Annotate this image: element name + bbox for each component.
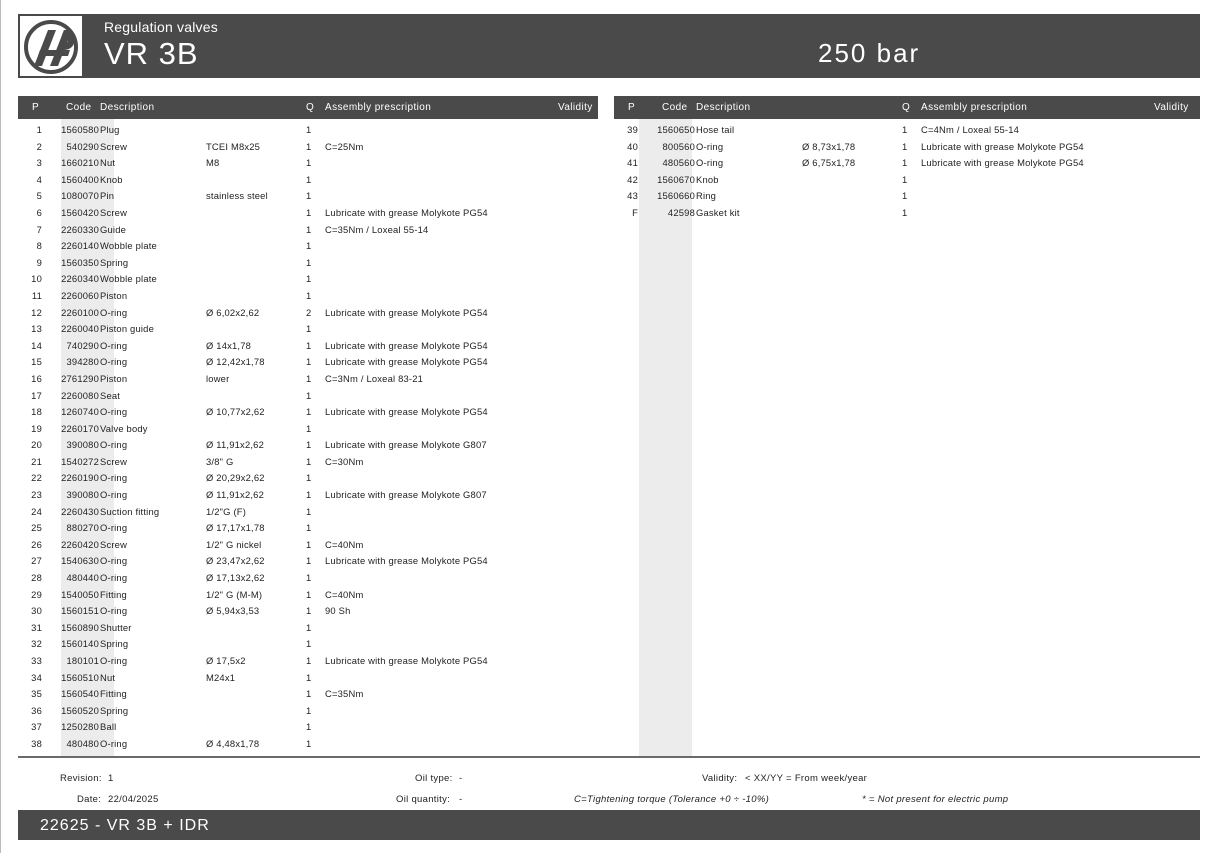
part-quantity: 1 xyxy=(306,422,312,434)
position-number: 14 xyxy=(31,339,42,351)
part-description: O-ring xyxy=(100,555,128,567)
part-description: O-ring xyxy=(100,439,128,451)
part-quantity: 2 xyxy=(306,306,312,318)
position-number: 19 xyxy=(31,422,42,434)
part-quantity: 1 xyxy=(306,190,312,202)
col-q: Q xyxy=(306,102,315,113)
assembly-note: 90 Sh xyxy=(325,605,351,617)
part-code: 2260060 xyxy=(61,289,99,301)
assembly-note: Lubricate with grease Molykote G807 xyxy=(325,489,487,501)
part-quantity: 1 xyxy=(306,472,312,484)
part-code: 2260040 xyxy=(61,323,99,335)
position-number: 12 xyxy=(31,306,42,318)
part-code: 2260330 xyxy=(61,223,99,235)
col-validity: Validity xyxy=(1154,102,1189,113)
part-description: Ball xyxy=(100,721,117,733)
part-code: 480440 xyxy=(66,572,99,584)
part-quantity: 1 xyxy=(902,124,908,135)
position-number: 3 xyxy=(36,157,42,169)
part-description: Spring xyxy=(100,704,129,716)
position-number: 5 xyxy=(36,190,42,202)
footer-divider xyxy=(18,756,1200,758)
part-spec: Ø 11,91x2,62 xyxy=(206,439,264,451)
position-number: 2 xyxy=(36,140,42,152)
part-quantity: 1 xyxy=(306,372,312,384)
brand-logo-icon xyxy=(20,16,82,76)
position-number: 39 xyxy=(627,124,638,135)
part-code: 1560670 xyxy=(657,173,695,185)
part-quantity: 1 xyxy=(306,240,312,252)
col-q: Q xyxy=(902,102,911,113)
part-quantity: 1 xyxy=(306,522,312,534)
part-description: O-ring xyxy=(100,306,128,318)
part-code: 740290 xyxy=(66,339,99,351)
document-title: VR 3B xyxy=(104,36,199,71)
part-code: 540290 xyxy=(66,140,99,152)
position-number: 28 xyxy=(31,572,42,584)
part-description: Fitting xyxy=(100,688,127,700)
part-spec: 1/2" G (M-M) xyxy=(206,588,263,600)
position-number: 17 xyxy=(31,389,42,401)
position-number: 1 xyxy=(36,124,42,135)
part-spec: 1/2"G (F) xyxy=(206,505,247,517)
part-description: O-ring xyxy=(100,737,128,749)
assembly-note: Lubricate with grease Molykote PG54 xyxy=(325,356,488,368)
position-number: 36 xyxy=(31,704,42,716)
part-code: 2260420 xyxy=(61,538,99,550)
position-number: 31 xyxy=(31,621,42,633)
part-quantity: 1 xyxy=(306,223,312,235)
part-code: 480560 xyxy=(662,157,695,169)
position-number: 43 xyxy=(627,190,638,202)
part-code: 1560650 xyxy=(657,124,695,135)
part-code: 1560510 xyxy=(61,671,99,683)
part-quantity: 1 xyxy=(306,588,312,600)
part-quantity: 1 xyxy=(306,323,312,335)
part-description: Screw xyxy=(100,538,128,550)
part-spec: Ø 5,94x3,53 xyxy=(206,605,260,617)
part-quantity: 1 xyxy=(306,173,312,185)
part-code: 2260170 xyxy=(61,422,99,434)
part-code: 1560400 xyxy=(61,173,99,185)
assembly-note: C=30Nm xyxy=(325,455,364,467)
part-description: Plug xyxy=(100,124,120,135)
part-quantity: 1 xyxy=(306,356,312,368)
position-number: 7 xyxy=(36,223,42,235)
assembly-note: C=4Nm / Loxeal 55-14 xyxy=(921,124,1020,135)
position-number: 13 xyxy=(31,323,42,335)
part-quantity: 1 xyxy=(306,638,312,650)
part-code: 390080 xyxy=(66,489,99,501)
col-code: Code xyxy=(66,102,92,113)
part-code: 1560540 xyxy=(61,688,99,700)
part-spec: M24x1 xyxy=(206,671,236,683)
page-edge xyxy=(0,0,1,853)
position-number: 29 xyxy=(31,588,42,600)
part-quantity: 1 xyxy=(306,256,312,268)
position-number: 23 xyxy=(31,489,42,501)
part-description: Spring xyxy=(100,256,129,268)
part-spec: TCEI M8x25 xyxy=(206,140,261,152)
col-p: P xyxy=(628,102,636,113)
part-description: O-ring xyxy=(696,140,724,152)
part-quantity: 1 xyxy=(306,124,312,135)
part-code: 42598 xyxy=(667,206,695,218)
part-description: Screw xyxy=(100,140,128,152)
part-quantity: 1 xyxy=(306,555,312,567)
document-header xyxy=(18,14,1200,78)
assembly-note: C=35Nm / Loxeal 55-14 xyxy=(325,223,429,235)
date-label: Date: xyxy=(77,794,102,805)
part-quantity: 1 xyxy=(306,439,312,451)
assembly-note: Lubricate with grease Molykote PG54 xyxy=(325,206,488,218)
part-description: Screw xyxy=(100,206,128,218)
part-description: Gasket kit xyxy=(696,206,740,218)
part-quantity: 1 xyxy=(306,505,312,517)
position-number: 30 xyxy=(31,605,42,617)
validity-legend: < XX/YY = From week/year xyxy=(745,773,868,784)
part-description: Screw xyxy=(100,455,128,467)
table-header xyxy=(18,96,598,119)
part-code: 1540630 xyxy=(61,555,99,567)
part-code: 2260080 xyxy=(61,389,99,401)
position-number: 26 xyxy=(31,538,42,550)
part-quantity: 1 xyxy=(902,206,908,218)
part-description: O-ring xyxy=(100,356,128,368)
part-description: Pin xyxy=(100,190,115,202)
part-description: Wobble plate xyxy=(100,240,157,252)
part-code: 394280 xyxy=(66,356,99,368)
part-spec: Ø 6,02x2,62 xyxy=(206,306,260,318)
part-code: 1560151 xyxy=(61,605,99,617)
part-spec: Ø 6,75x1,78 xyxy=(802,157,856,169)
part-spec: Ø 17,13x2,62 xyxy=(206,572,265,584)
position-number: 16 xyxy=(31,372,42,384)
assembly-note: Lubricate with grease Molykote PG54 xyxy=(325,555,488,567)
assembly-note: Lubricate with grease Molykote PG54 xyxy=(921,140,1084,152)
brand-logo xyxy=(18,14,84,78)
col-description: Description xyxy=(696,102,751,113)
part-code: 1540272 xyxy=(61,455,99,467)
part-description: Hose tail xyxy=(696,124,735,135)
part-quantity: 1 xyxy=(306,721,312,733)
part-spec: Ø 17,17x1,78 xyxy=(206,522,265,534)
part-description: Seat xyxy=(100,389,121,401)
part-description: O-ring xyxy=(100,655,128,666)
document-footer-bar xyxy=(18,810,1200,840)
part-description: O-ring xyxy=(100,522,128,534)
part-quantity: 1 xyxy=(306,339,312,351)
assembly-note: Lubricate with grease Molykote PG54 xyxy=(325,655,488,666)
part-spec: Ø 12,42x1,78 xyxy=(206,356,265,368)
part-quantity: 1 xyxy=(306,605,312,617)
position-number: 6 xyxy=(36,206,42,218)
col-validity: Validity xyxy=(558,102,593,113)
part-spec: Ø 17,5x2 xyxy=(206,655,246,666)
position-number: 32 xyxy=(31,638,42,650)
part-quantity: 1 xyxy=(306,389,312,401)
oil-quantity-value: - xyxy=(459,794,463,805)
part-description: Nut xyxy=(100,671,116,683)
part-quantity: 1 xyxy=(306,157,312,169)
part-description: Valve body xyxy=(100,422,148,434)
position-number: 34 xyxy=(31,671,42,683)
part-spec: Ø 23,47x2,62 xyxy=(206,555,265,567)
part-spec: Ø 8,73x1,78 xyxy=(802,140,856,152)
part-quantity: 1 xyxy=(306,455,312,467)
part-description: O-ring xyxy=(100,572,128,584)
part-quantity: 1 xyxy=(902,140,908,152)
pressure-rating: 250 bar xyxy=(818,38,921,68)
part-quantity: 1 xyxy=(306,704,312,716)
part-description: Piston guide xyxy=(100,323,154,335)
assembly-note: C=35Nm xyxy=(325,688,364,700)
assembly-note: Lubricate with grease Molykote PG54 xyxy=(325,406,488,418)
part-code: 1560350 xyxy=(61,256,99,268)
assembly-note: C=40Nm xyxy=(325,588,364,600)
part-description: Wobble plate xyxy=(100,273,157,285)
part-quantity: 1 xyxy=(306,621,312,633)
part-description: O-ring xyxy=(100,472,128,484)
part-quantity: 1 xyxy=(306,671,312,683)
position-number: 27 xyxy=(31,555,42,567)
part-code: 1250280 xyxy=(61,721,99,733)
parts-table-left xyxy=(18,96,598,756)
position-number: 37 xyxy=(31,721,42,733)
part-description: Piston xyxy=(100,372,128,384)
part-code: 800560 xyxy=(662,140,695,152)
position-number: 24 xyxy=(31,505,42,517)
part-description: Piston xyxy=(100,289,128,301)
part-quantity: 1 xyxy=(306,538,312,550)
part-code: 1560660 xyxy=(657,190,695,202)
part-quantity: 1 xyxy=(306,140,312,152)
assembly-note: C=3Nm / Loxeal 83-21 xyxy=(325,372,424,384)
position-number: 22 xyxy=(31,472,42,484)
part-code: 2260430 xyxy=(61,505,99,517)
document-id: 22625 - VR 3B + IDR xyxy=(40,817,210,834)
part-description: O-ring xyxy=(100,339,128,351)
assembly-note: Lubricate with grease Molykote PG54 xyxy=(325,339,488,351)
part-quantity: 1 xyxy=(306,206,312,218)
part-description: O-ring xyxy=(100,406,128,418)
assembly-note: Lubricate with grease Molykote PG54 xyxy=(325,306,488,318)
position-number: 4 xyxy=(36,173,42,185)
position-number: 38 xyxy=(31,737,42,749)
table-header xyxy=(614,96,1200,119)
part-quantity: 1 xyxy=(306,737,312,749)
col-assembly: Assembly prescription xyxy=(921,102,1028,113)
part-code: 1660210 xyxy=(61,157,99,169)
position-number: F xyxy=(632,206,638,218)
col-p: P xyxy=(32,102,40,113)
part-code: 1560140 xyxy=(61,638,99,650)
part-spec: Ø 14x1,78 xyxy=(206,339,252,351)
part-code: 2761290 xyxy=(61,372,99,384)
date-value: 22/04/2025 xyxy=(108,794,159,805)
revision-value: 1 xyxy=(108,773,114,784)
part-code: 2260140 xyxy=(61,240,99,252)
part-code: 2260190 xyxy=(61,472,99,484)
oil-type-label: Oil type: xyxy=(415,773,453,784)
parts-table-right xyxy=(614,96,1200,756)
part-description: Knob xyxy=(696,173,719,185)
assembly-note: C=40Nm xyxy=(325,538,364,550)
part-quantity: 1 xyxy=(306,489,312,501)
col-description: Description xyxy=(100,102,155,113)
part-description: Spring xyxy=(100,638,129,650)
part-code: 2260340 xyxy=(61,273,99,285)
part-code: 1080070 xyxy=(61,190,99,202)
part-spec: 1/2" G nickel xyxy=(206,538,262,550)
col-code: Code xyxy=(662,102,688,113)
oil-type-value: - xyxy=(459,773,463,784)
position-number: 40 xyxy=(627,140,638,152)
part-code: 1560520 xyxy=(61,704,99,716)
position-number: 41 xyxy=(627,157,638,169)
part-quantity: 1 xyxy=(306,406,312,418)
part-description: Shutter xyxy=(100,621,132,633)
assembly-note: Lubricate with grease Molykote PG54 xyxy=(921,157,1084,169)
assembly-note: Lubricate with grease Molykote G807 xyxy=(325,439,487,451)
part-description: O-ring xyxy=(100,605,128,617)
part-description: Fitting xyxy=(100,588,127,600)
part-code: 1560420 xyxy=(61,206,99,218)
part-description: Ring xyxy=(696,190,717,202)
torque-note: C=Tightening torque (Tolerance +0 ÷ -10%) xyxy=(574,794,770,805)
col-assembly: Assembly prescription xyxy=(325,102,432,113)
part-description: Guide xyxy=(100,223,127,235)
position-number: 9 xyxy=(36,256,42,268)
position-number: 8 xyxy=(36,240,42,252)
part-quantity: 1 xyxy=(902,190,908,202)
part-code: 1560580 xyxy=(61,124,99,135)
part-code: 1540050 xyxy=(61,588,99,600)
part-description: Suction fitting xyxy=(100,505,160,517)
part-quantity: 1 xyxy=(306,273,312,285)
part-description: O-ring xyxy=(696,157,724,169)
part-code: 2260100 xyxy=(61,306,99,318)
part-description: O-ring xyxy=(100,489,128,501)
part-spec: lower xyxy=(206,372,230,384)
position-number: 15 xyxy=(31,356,42,368)
part-code: 480480 xyxy=(66,737,99,749)
validity-label: Validity: xyxy=(702,773,738,784)
part-spec: Ø 20,29x2,62 xyxy=(206,472,265,484)
document-category: Regulation valves xyxy=(104,19,218,35)
part-code: 390080 xyxy=(66,439,99,451)
position-number: 18 xyxy=(31,406,42,418)
part-spec: 3/8" G xyxy=(206,455,234,467)
revision-label: Revision: xyxy=(60,773,102,784)
position-number: 21 xyxy=(31,455,42,467)
part-code: 1260740 xyxy=(61,406,99,418)
part-spec: Ø 4,48x1,78 xyxy=(206,737,260,749)
position-number: 33 xyxy=(31,655,42,666)
part-code: 1560890 xyxy=(61,621,99,633)
position-number: 25 xyxy=(31,522,42,534)
position-number: 20 xyxy=(31,439,42,451)
part-spec: M8 xyxy=(206,157,220,169)
position-number: 35 xyxy=(31,688,42,700)
part-description: Knob xyxy=(100,173,123,185)
position-number: 11 xyxy=(31,289,42,301)
position-number: 10 xyxy=(31,273,42,285)
oil-quantity-label: Oil quantity: xyxy=(396,794,451,805)
part-description: Nut xyxy=(100,157,116,169)
part-quantity: 1 xyxy=(306,289,312,301)
part-spec: Ø 10,77x2,62 xyxy=(206,406,265,418)
part-quantity: 1 xyxy=(902,173,908,185)
part-spec: Ø 11,91x2,62 xyxy=(206,489,264,501)
electric-pump-note: * = Not present for electric pump xyxy=(862,794,1009,805)
part-code: 180101 xyxy=(66,655,99,666)
part-code: 880270 xyxy=(66,522,99,534)
part-spec: stainless steel xyxy=(206,190,268,202)
part-quantity: 1 xyxy=(306,572,312,584)
assembly-note: C=25Nm xyxy=(325,140,364,152)
part-quantity: 1 xyxy=(902,157,908,169)
part-quantity: 1 xyxy=(306,655,312,666)
position-number: 42 xyxy=(627,173,638,185)
part-quantity: 1 xyxy=(306,688,312,700)
